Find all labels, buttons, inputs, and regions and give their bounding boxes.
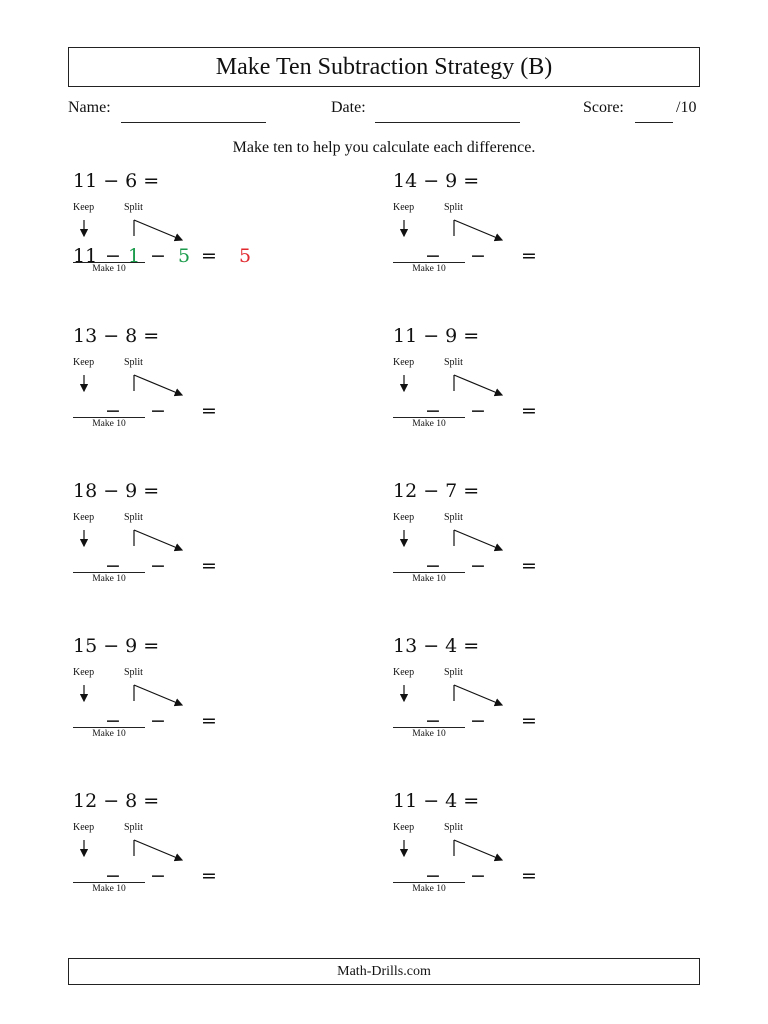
- split-arrows-icon: [68, 170, 198, 250]
- keep-number: 11: [73, 245, 98, 267]
- minus-sign: −: [470, 710, 486, 732]
- keep-label: Keep: [73, 667, 95, 678]
- minus-sign: −: [470, 245, 486, 267]
- equals-sign: =: [521, 400, 537, 422]
- minus-sign: −: [425, 555, 441, 577]
- keep-label: Keep: [393, 667, 415, 678]
- equals-sign: =: [521, 245, 537, 267]
- keep-label: Keep: [393, 822, 415, 833]
- split-arrows-icon: [388, 480, 518, 560]
- make10-label: Make 10: [92, 419, 126, 429]
- equals-sign: =: [201, 555, 217, 577]
- split-arrows-icon: [68, 635, 198, 715]
- answer-blank[interactable]: [548, 248, 608, 270]
- make10-label: Make 10: [92, 574, 126, 584]
- make10-label: Make 10: [92, 884, 126, 894]
- worksheet-title: Make Ten Subtraction Strategy (B): [68, 47, 700, 87]
- minus-sign: −: [150, 710, 166, 732]
- problem-question: 11 − 6 =: [73, 170, 160, 192]
- problem-1: [68, 170, 368, 300]
- split-arrows-icon: [68, 480, 198, 560]
- name-line[interactable]: [121, 122, 266, 123]
- problem-question: 18 − 9 =: [73, 480, 160, 502]
- answer-blank[interactable]: [228, 713, 288, 735]
- make10-label: Make 10: [412, 419, 446, 429]
- split-label: Split: [444, 512, 463, 523]
- make10-underline: [73, 417, 145, 418]
- split-arrows-icon: [388, 325, 518, 405]
- make10-underline: [393, 417, 465, 418]
- minus-sign: −: [105, 400, 121, 422]
- split-label: Split: [124, 357, 143, 368]
- keep-label: Keep: [393, 202, 415, 213]
- split-arrows-icon: [68, 790, 198, 870]
- split-label: Split: [124, 667, 143, 678]
- minus-sign: −: [425, 400, 441, 422]
- minus-sign: −: [150, 400, 166, 422]
- problem-question: 15 − 9 =: [73, 635, 160, 657]
- keep-label: Keep: [73, 202, 95, 213]
- minus-sign: −: [105, 555, 121, 577]
- score-line[interactable]: [635, 122, 673, 123]
- minus-sign: −: [105, 245, 121, 267]
- split-label: Split: [444, 822, 463, 833]
- make10-label: Make 10: [92, 729, 126, 739]
- problem-question: 12 − 8 =: [73, 790, 160, 812]
- make10-underline: [393, 882, 465, 883]
- equals-sign: =: [201, 865, 217, 887]
- name-label: Name:: [68, 99, 111, 116]
- make10-underline: [393, 572, 465, 573]
- keep-label: Keep: [393, 512, 415, 523]
- split-arrows-icon: [388, 790, 518, 870]
- split-label: Split: [444, 357, 463, 368]
- problem-6: [388, 480, 688, 610]
- make10-label: Make 10: [412, 574, 446, 584]
- make10-underline: [393, 262, 465, 263]
- problem-5: [68, 480, 368, 610]
- score-label: Score:: [583, 99, 624, 116]
- equals-sign: =: [521, 865, 537, 887]
- problem-3: [68, 325, 368, 455]
- answer-blank[interactable]: [228, 868, 288, 890]
- make10-underline: [73, 262, 145, 263]
- make10-underline: [73, 572, 145, 573]
- keep-label: Keep: [73, 357, 95, 368]
- split-label: Split: [124, 512, 143, 523]
- answer-blank[interactable]: [548, 868, 608, 890]
- make10-label: Make 10: [412, 884, 446, 894]
- problem-8: [388, 635, 688, 765]
- keep-label: Keep: [393, 357, 415, 368]
- make10-underline: [73, 727, 145, 728]
- answer-blank[interactable]: [228, 403, 288, 425]
- minus-sign: −: [150, 865, 166, 887]
- problem-question: 11 − 4 =: [393, 790, 480, 812]
- make10-label: Make 10: [92, 264, 126, 274]
- split-part-one: 1: [128, 245, 141, 267]
- answer-blank[interactable]: [548, 558, 608, 580]
- split-label: Split: [124, 822, 143, 833]
- split-label: Split: [124, 202, 143, 213]
- split-label: Split: [444, 202, 463, 213]
- instructions: Make ten to help you calculate each difference.: [232, 139, 536, 156]
- problem-7: [68, 635, 368, 765]
- date-label: Date:: [331, 99, 366, 116]
- problem-question: 11 − 9 =: [393, 325, 480, 347]
- answer-blank[interactable]: [548, 403, 608, 425]
- minus-sign: −: [105, 710, 121, 732]
- equals-sign: =: [201, 710, 217, 732]
- minus-sign: −: [425, 710, 441, 732]
- split-arrows-icon: [388, 170, 518, 250]
- make10-underline: [73, 882, 145, 883]
- keep-label: Keep: [73, 822, 95, 833]
- make10-underline: [393, 727, 465, 728]
- date-line[interactable]: [375, 122, 520, 123]
- minus-sign: −: [470, 865, 486, 887]
- answer-blank[interactable]: [548, 713, 608, 735]
- equals-sign: =: [201, 400, 217, 422]
- minus-sign: −: [150, 245, 166, 267]
- minus-sign: −: [425, 865, 441, 887]
- answer-value: 5: [239, 245, 252, 267]
- problem-2: [388, 170, 688, 300]
- split-part-two: 5: [178, 245, 191, 267]
- equals-sign: =: [201, 245, 217, 267]
- make10-label: Make 10: [412, 264, 446, 274]
- split-arrows-icon: [68, 325, 198, 405]
- equals-sign: =: [521, 555, 537, 577]
- make10-label: Make 10: [412, 729, 446, 739]
- problem-9: [68, 790, 368, 920]
- minus-sign: −: [425, 245, 441, 267]
- problem-question: 13 − 8 =: [73, 325, 160, 347]
- keep-label: Keep: [73, 512, 95, 523]
- split-label: Split: [444, 667, 463, 678]
- minus-sign: −: [470, 555, 486, 577]
- problem-4: [388, 325, 688, 455]
- minus-sign: −: [150, 555, 166, 577]
- equals-sign: =: [521, 710, 537, 732]
- answer-blank[interactable]: [228, 558, 288, 580]
- problem-question: 13 − 4 =: [393, 635, 480, 657]
- problem-question: 12 − 7 =: [393, 480, 480, 502]
- minus-sign: −: [470, 400, 486, 422]
- score-total: /10: [676, 99, 697, 116]
- problem-10: [388, 790, 688, 920]
- problem-question: 14 − 9 =: [393, 170, 480, 192]
- split-arrows-icon: [388, 635, 518, 715]
- minus-sign: −: [105, 865, 121, 887]
- footer: Math-Drills.com: [68, 958, 700, 985]
